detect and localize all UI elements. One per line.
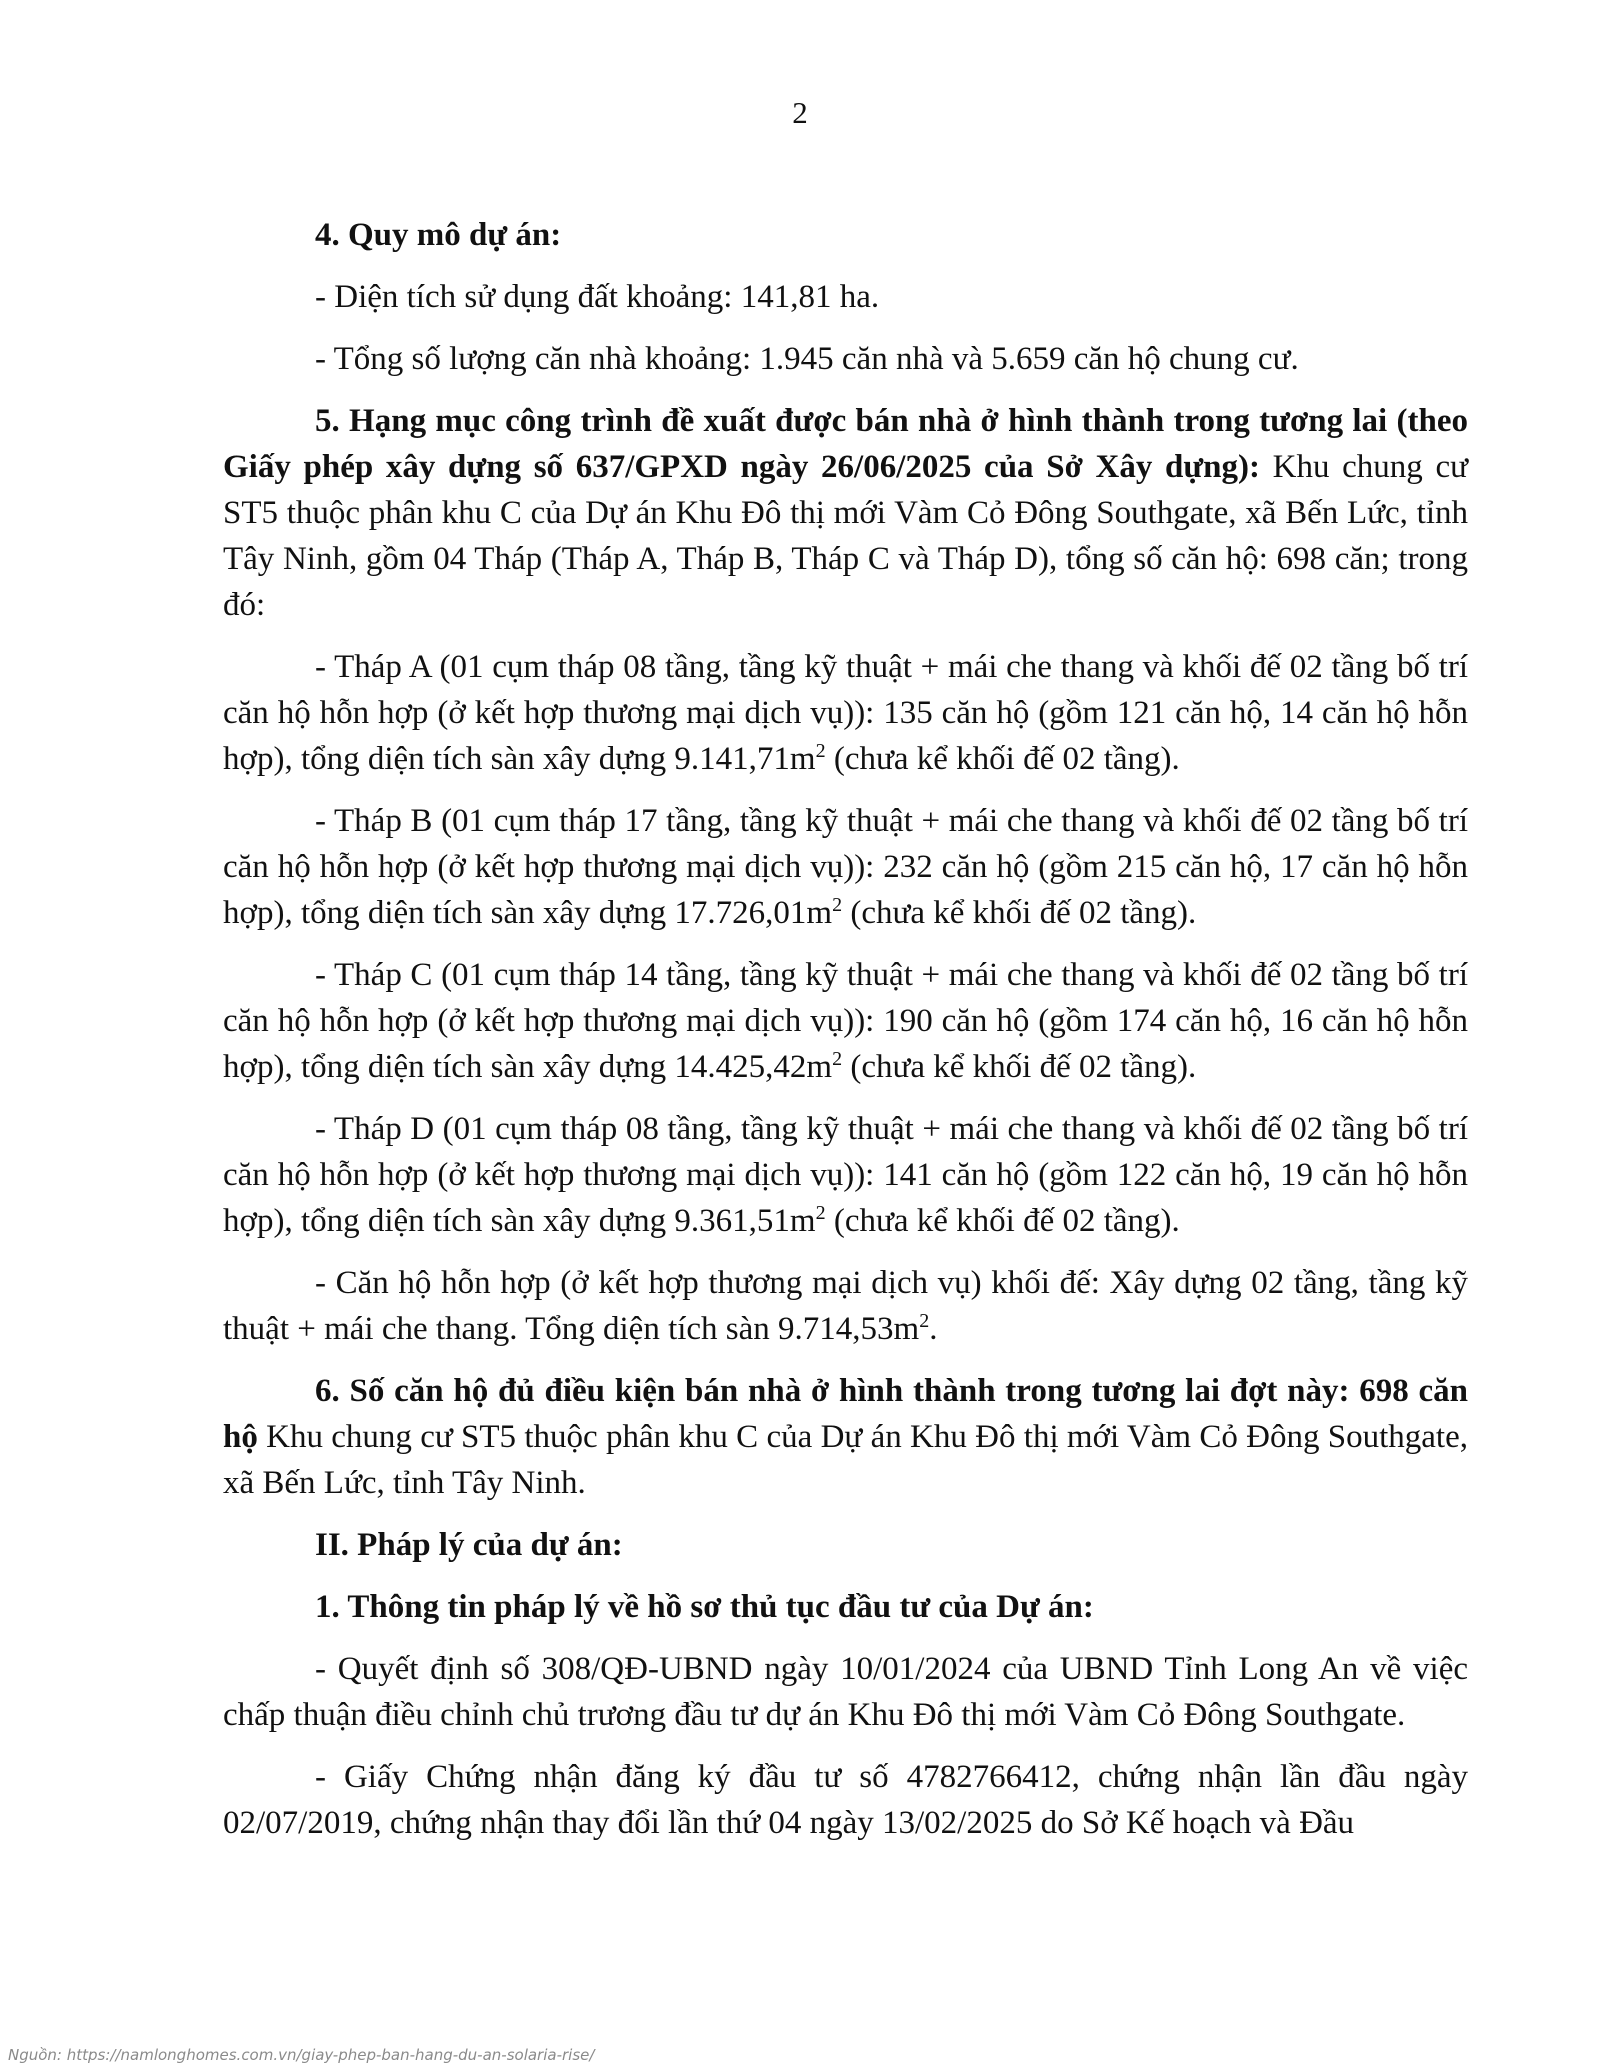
section-4-item-unit-count: - Tổng số lượng căn nhà khoảng: 1.945 căn nhà và 5.659 căn hộ chung cư.	[315, 341, 1299, 377]
section-ii-1-heading: 1. Thông tin pháp lý về hồ sơ thủ tục đầu tư của Dự án:	[315, 1589, 1094, 1625]
section-6-paragraph	[223, 1368, 1468, 1506]
tower-d-paragraph: - Tháp D (01 cụm tháp 08 tầng, tầng kỹ thuật + mái che thang và khối đế 02 tầng bố trí căn hộ hỗn hợp (ở kết hợp thương mại dịch vụ)): 141 căn hộ (gồm 122 căn hộ, 19 căn hộ hỗn hợp), tổng diện tích sàn xây dựng $9.361,51m^2$ (chưa kể khối đế 02 tầng).	[223, 1111, 1468, 1239]
source-note: Nguồn: https://namlonghomes.com.vn/giay-phep-ban-hang-du-an-solaria-rise/	[8, 2046, 595, 2064]
tower-c-paragraph: - Tháp C (01 cụm tháp 14 tầng, tầng kỹ thuật + mái che thang và khối đế 02 tầng bố trí căn hộ hỗn hợp (ở kết hợp thương mại dịch vụ)): 190 căn hộ (gồm 174 căn hộ, 16 căn hộ hỗn hợp), tổng diện tích sàn xây dựng $14.425,42m^2$ (chưa kể khối đế 02 tầng).	[223, 957, 1468, 1085]
legal-certificate-paragraph: - Giấy Chứng nhận đăng ký đầu tư số 4782766412, chứng nhận lần đầu ngày 02/07/2019, chứng nhận thay đổi lần thứ 04 ngày 13/02/2025 do Sở Kế hoạch và Đầu	[223, 1759, 1468, 1841]
tower-b-paragraph: - Tháp B (01 cụm tháp 17 tầng, tầng kỹ thuật + mái che thang và khối đế 02 tầng bố trí căn hộ hỗn hợp (ở kết hợp thương mại dịch vụ)): 232 căn hộ (gồm 215 căn hộ, 17 căn hộ hỗn hợp), tổng diện tích sàn xây dựng $17.726,01m^2$ (chưa kể khối đế 02 tầng).	[223, 803, 1468, 931]
page-number: 2	[792, 95, 808, 130]
section-6-text: Khu chung cư ST5 thuộc phân khu C của Dự án Khu Đô thị mới Vàm Cỏ Đông Southgate, xã Bến Lức, tỉnh Tây Ninh.	[223, 1419, 1468, 1501]
mixed-use-paragraph: - Căn hộ hỗn hợp (ở kết hợp thương mại dịch vụ) khối đế: Xây dựng 02 tầng, tầng kỹ thuật + mái che thang. Tổng diện tích sàn $9.714,53m^2$.	[223, 1265, 1468, 1347]
section-6-heading: 6. Số căn hộ đủ điều kiện bán nhà ở hình thành trong tương lai đợt này: 698 căn hộ	[223, 1373, 1468, 1455]
section-ii-heading: II. Pháp lý của dự án:	[315, 1527, 623, 1563]
document-body	[223, 212, 1468, 1862]
section-4-item-land-area: - Diện tích sử dụng đất khoảng: 141,81 ha.	[315, 279, 880, 315]
legal-decision-paragraph: - Quyết định số 308/QĐ-UBND ngày 10/01/2024 của UBND Tỉnh Long An về việc chấp thuận điều chỉnh chủ trương đầu tư dự án Khu Đô thị mới Vàm Cỏ Đông Southgate.	[223, 1651, 1468, 1733]
section-4-heading: 4. Quy mô dự án:	[315, 217, 562, 253]
tower-a-paragraph: - Tháp A (01 cụm tháp 08 tầng, tầng kỹ thuật + mái che thang và khối đế 02 tầng bố trí căn hộ hỗn hợp (ở kết hợp thương mại dịch vụ)): 135 căn hộ (gồm 121 căn hộ, 14 căn hộ hỗn hợp), tổng diện tích sàn xây dựng $9.141,71m^2$ (chưa kể khối đế 02 tầng).	[223, 649, 1468, 777]
section-5-heading: 5. Hạng mục công trình đề xuất được bán nhà ở hình thành trong tương lai (theo Giấy phép xây dựng số 637/GPXD ngày 26/06/2025 của Sở Xây dựng):	[223, 403, 1468, 485]
section-5-paragraph	[223, 398, 1468, 628]
section-5-text: Khu chung cư ST5 thuộc phân khu C của Dự án Khu Đô thị mới Vàm Cỏ Đông Southgate, xã Bến Lức, tỉnh Tây Ninh, gồm 04 Tháp (Tháp A, Tháp B, Tháp C và Tháp D), tổng số căn hộ: 698 căn; trong đó:	[223, 449, 1469, 623]
